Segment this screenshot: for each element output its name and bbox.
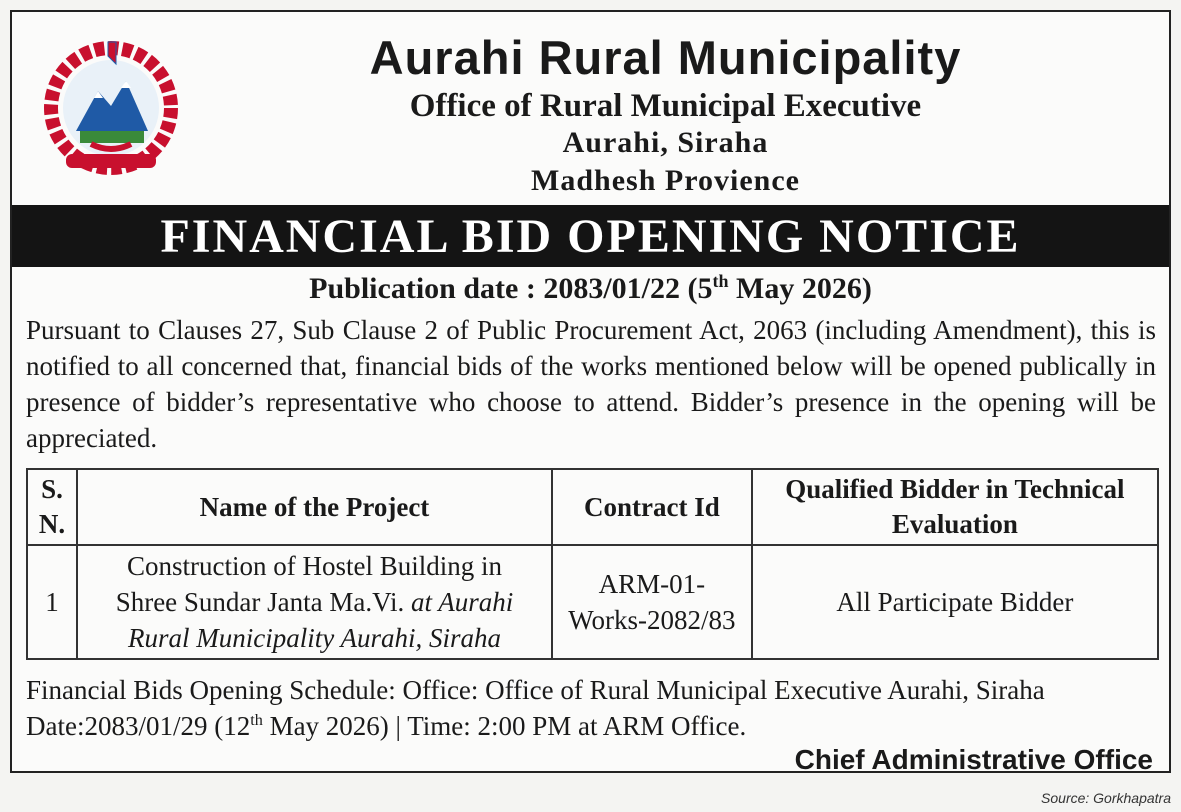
province-name: Madhesh Provience <box>531 164 800 197</box>
publication-date: Publication date : 2083/01/22 (5th May 2026) <box>309 271 872 305</box>
header-sn: S. N. <box>27 469 77 545</box>
opening-schedule: Financial Bids Opening Schedule: Office: Office of Rural Municipal Executive Aurahi, Siraha Date:2083/01/29 (12th May 2026) | Time: 2:00 PM at ARM Office. <box>26 675 1045 741</box>
signoff: Chief Administrative Office <box>794 744 1153 775</box>
cell-bidder: All Participate Bidder <box>752 545 1158 659</box>
cell-sn: 1 <box>27 545 77 659</box>
notice <box>10 10 1171 773</box>
table-header-row <box>27 469 1158 545</box>
cell-contract: ARM-01- Works-2082/83 <box>552 545 752 659</box>
notice-banner: FINANCIAL BID OPENING NOTICE <box>12 205 1169 267</box>
header-bidder: Qualified Bidder in Technical Evaluation <box>752 469 1158 545</box>
cell-project: Construction of Hostel Building in Shree Sundar Janta Ma.Vi. at Aurahi Rural Municipality Aurahi, Siraha <box>77 545 552 659</box>
office-name: Office of Rural Municipal Executive <box>409 88 922 124</box>
municipality-title: Aurahi Rural Municipality <box>369 31 962 84</box>
bids-table <box>26 468 1159 660</box>
table-row <box>27 545 1158 659</box>
office-location: Aurahi, Siraha <box>562 126 769 159</box>
notice-body: Pursuant to Clauses 27, Sub Clause 2 of Public Procurement Act, 2063 (including Amendment), this is notified to all concerned that, financial bids of the works mentioned below will be opened publically in presence of bidder’s representative who choose to attend. Bidder’s presence in the opening will be appreciated. <box>26 315 1156 453</box>
header-project: Name of the Project <box>77 469 552 545</box>
header-contract: Contract Id <box>552 469 752 545</box>
source-credit: Source: Gorkhapatra <box>1041 790 1171 806</box>
